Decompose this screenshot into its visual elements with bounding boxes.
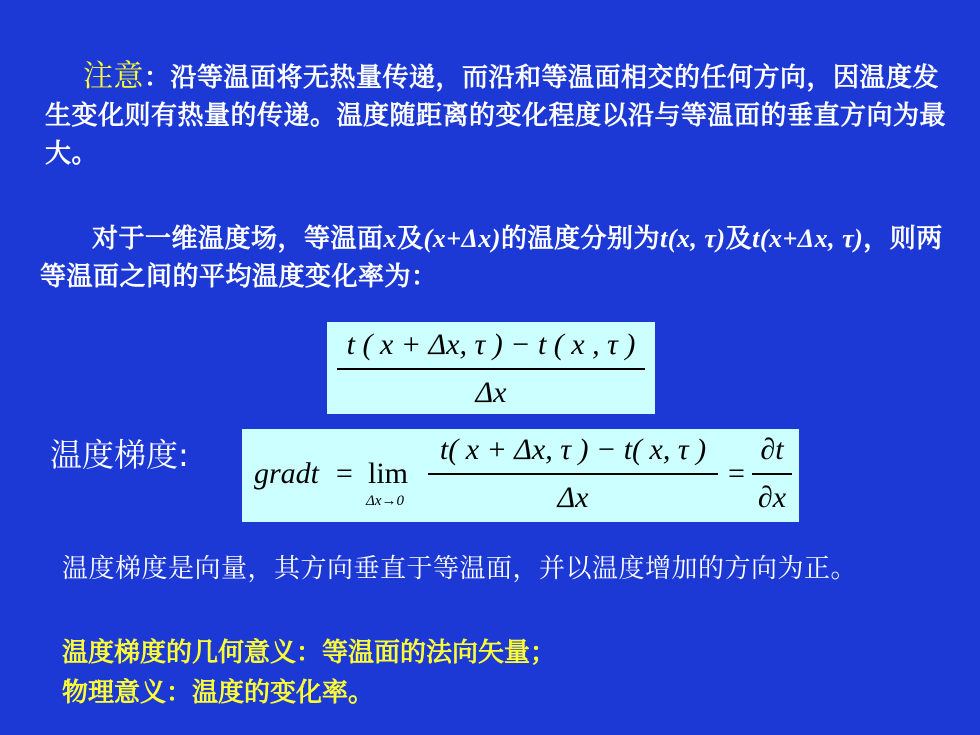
formula2-numerator: t( x + Δx, τ ) − t( x, τ ) [439, 433, 707, 466]
formula2-fraction-bar [428, 473, 718, 475]
note-paragraph [45, 58, 955, 173]
formula2-denominator: Δx [557, 481, 589, 514]
formula2-lhs: gradt = [254, 457, 355, 490]
formula2-partial-den: ∂x [757, 481, 787, 514]
gradient-definition-text: 温度梯度是向量，其方向垂直于等温面，并以温度增加的方向为正。 [62, 554, 858, 584]
formula2-partial-bar [752, 473, 792, 475]
formula1-numerator: t ( x + Δx, τ ) − t ( x , τ ) [346, 328, 636, 361]
p2-text-4: 及 [725, 224, 753, 254]
geometric-meaning: 温度梯度的几何意义：等温面的法向矢量； [62, 638, 557, 668]
average-rate-formula [327, 322, 655, 414]
formula2-equals: = [728, 457, 745, 490]
p2-math-x: x [383, 224, 398, 253]
formula2-lim: lim [368, 457, 409, 490]
one-dim-paragraph [40, 220, 950, 296]
formula1-fraction-bar [337, 368, 645, 370]
p2-math-t: t(x, τ) [659, 224, 726, 253]
physical-meaning: 物理意义：温度的变化率。 [62, 678, 375, 708]
note-text: ：沿等温面将无热量传递，而沿和等温面相交的任何方向，因温度发生变化则有热量的传递。温度随距离的变化程度以沿与等温面的垂直方向为最大。 [45, 63, 947, 169]
gradient-definition-paragraph [32, 550, 942, 588]
p2-text-3: 的温度分别为 [500, 224, 660, 254]
formula2-lim-subscript: Δx→0 [366, 493, 404, 509]
p2-text-2: 及 [397, 224, 424, 254]
gradient-label: 温度梯度: [50, 436, 189, 474]
gradient-formula [242, 429, 799, 522]
note-label: 注意 [83, 59, 144, 94]
p2-text-5: ，则两等温面之间的平均温度变化率为： [40, 224, 943, 292]
p2-text-1: 对于一维温度场，等温面 [92, 224, 384, 254]
p2-math-tdx: t(x+Δx, τ) [752, 224, 864, 253]
formula2-partial-num: ∂t [760, 433, 784, 466]
formula1-denominator: Δx [475, 376, 507, 409]
p2-math-xdx: (x+Δx) [423, 224, 501, 253]
